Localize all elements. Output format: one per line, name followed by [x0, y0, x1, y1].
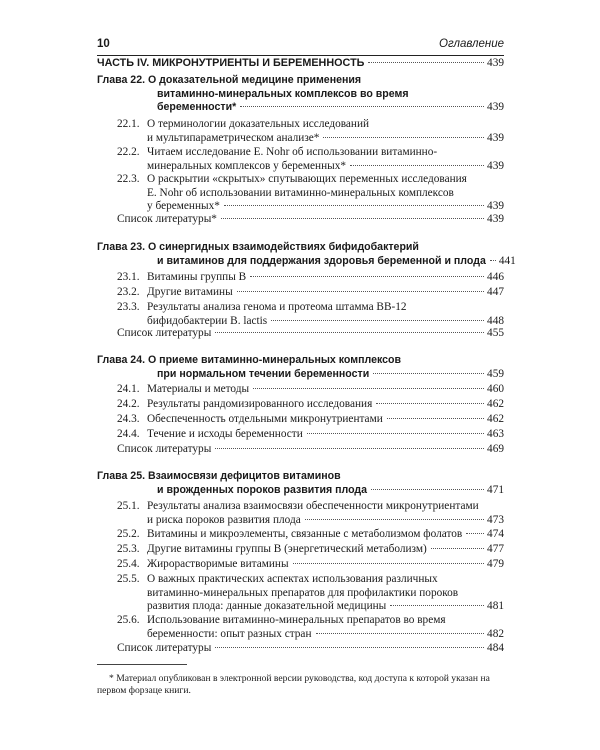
chapter-title-line: витаминно-минеральных комплексов во время — [157, 87, 409, 100]
section-number: 23.3. — [117, 301, 140, 313]
chapter-title-line: и врожденных пороков развития плода — [157, 483, 368, 496]
toc-section-25-6[interactable] — [117, 614, 504, 641]
section-title-line: и риска пороков развития плода — [147, 513, 301, 526]
section-number: 22.2. — [117, 146, 140, 158]
running-title: Оглавление — [439, 38, 504, 50]
section-title-line: Читаем исследование E. Nohr об использовании витаминно- — [147, 146, 438, 158]
toc-section-24-1[interactable] — [117, 383, 504, 397]
section-number: 23.1. — [117, 271, 140, 283]
section-title-line: E. Nohr об использовании витаминно-минеральных комплексов — [147, 186, 454, 199]
toc-section-23-1[interactable] — [117, 271, 504, 285]
page-ref: 462 — [487, 413, 504, 425]
page-ref: 446 — [487, 271, 504, 283]
section-title-line: О важных практических аспектах использования различных — [147, 573, 438, 585]
leader-dots — [293, 563, 484, 564]
toc-section-25-4[interactable] — [117, 558, 504, 572]
page-number: 10 — [97, 38, 110, 50]
header-rule — [97, 55, 504, 56]
page-ref: 463 — [487, 428, 504, 440]
leader-dots — [350, 165, 484, 166]
leader-dots — [224, 205, 484, 206]
part-title: ЧАСТЬ IV. МИКРОНУТРИЕНТЫ И БЕРЕМЕННОСТЬ — [97, 57, 365, 69]
chapter-number: Глава 22. — [97, 74, 146, 86]
section-title-line: Течение и исходы беременности — [147, 428, 303, 440]
page-ref: 459 — [487, 367, 504, 380]
page-ref: 481 — [487, 600, 504, 613]
page-ref: 482 — [487, 627, 504, 640]
page-ref: 439 — [487, 200, 504, 213]
section-number: 23.2. — [117, 286, 140, 298]
references-label: Список литературы — [117, 327, 212, 339]
chapter-title-line: О синергидных взаимодействиях бифидобактерий — [148, 241, 419, 253]
toc-chapter-25[interactable] — [97, 470, 504, 497]
chapter-title-line: Взаимосвязи дефицитов витаминов — [148, 470, 341, 482]
section-title-line: Результаты анализа взаимосвязи обеспеченности микронутриентами — [147, 500, 479, 512]
leader-dots — [316, 633, 485, 634]
toc-section-24-3[interactable] — [117, 413, 504, 427]
section-title-line: Результаты анализа генома и протеома штамма ВВ-12 — [147, 301, 407, 313]
toc-section-22-1[interactable] — [117, 118, 504, 145]
chapter-number: Глава 24. — [97, 354, 146, 366]
section-title-line: Результаты рандомизированного исследования — [147, 398, 373, 410]
toc-chapter-24[interactable] — [97, 354, 504, 381]
page-ref: 477 — [487, 543, 504, 555]
page-ref: 479 — [487, 558, 504, 570]
page-ref: 448 — [487, 314, 504, 327]
leader-dots — [371, 489, 484, 490]
section-title-line: Витамины и микроэлементы, связанные с метаболизмом фолатов — [147, 528, 463, 540]
leader-dots — [250, 276, 484, 277]
toc-chapter-22[interactable] — [97, 74, 504, 115]
toc-references-22[interactable] — [117, 213, 504, 227]
toc-section-25-5[interactable] — [117, 573, 504, 614]
section-title-line: минеральных комплексов у беременных* — [147, 159, 347, 172]
page-ref: 474 — [487, 528, 504, 540]
toc-section-24-4[interactable] — [117, 428, 504, 442]
section-title-line: витаминно-минеральных препаратов для профилактики пороков — [147, 586, 459, 599]
chapter-title-line: О приеме витаминно-минеральных комплексов — [148, 354, 402, 366]
leader-dots — [376, 403, 484, 404]
section-title-line: О раскрытии «скрытых» спутывающих переменных исследования — [147, 173, 467, 185]
page-ref: 484 — [487, 642, 504, 654]
chapter-title-line: беременности* — [157, 101, 237, 114]
section-title-line: развития плода: данные доказательной медицины — [147, 600, 387, 613]
toc-section-24-2[interactable] — [117, 398, 504, 412]
leader-dots — [307, 433, 484, 434]
section-number: 25.5. — [117, 573, 140, 585]
section-number: 25.6. — [117, 614, 140, 626]
toc-part-entry[interactable] — [97, 57, 504, 71]
section-title-line: Другие витамины — [147, 286, 233, 298]
page-ref: 439 — [487, 57, 504, 69]
section-number: 25.2. — [117, 528, 140, 540]
section-title-line: Обеспеченность отдельными микронутриентами — [147, 413, 383, 425]
leader-dots — [387, 418, 484, 419]
leader-dots — [221, 218, 484, 219]
toc-section-22-2[interactable] — [117, 146, 504, 173]
toc-section-25-1[interactable] — [117, 500, 504, 527]
toc-references-24[interactable] — [117, 443, 504, 457]
leader-dots — [431, 548, 484, 549]
leader-dots — [237, 291, 484, 292]
page-ref: 460 — [487, 383, 504, 395]
leader-dots — [490, 260, 496, 261]
section-title-line: О терминологии доказательных исследований — [147, 118, 370, 130]
toc-section-23-3[interactable] — [117, 301, 504, 328]
toc-references-23[interactable] — [117, 327, 504, 341]
section-title-line: Витамины группы В — [147, 271, 247, 283]
page-ref: 447 — [487, 286, 504, 298]
section-title-line: Жирорастворимые витамины — [147, 558, 289, 570]
leader-dots — [305, 519, 484, 520]
references-label: Список литературы — [117, 642, 212, 654]
leader-dots — [240, 106, 484, 107]
section-number: 25.4. — [117, 558, 140, 570]
section-number: 24.2. — [117, 398, 140, 410]
chapter-number: Глава 25. — [97, 470, 146, 482]
page-ref: 441 — [498, 254, 516, 267]
leader-dots — [215, 448, 484, 449]
chapter-title-line: О доказательной медицине применения — [148, 74, 362, 86]
section-title-line: у беременных* — [147, 200, 220, 213]
references-label: Список литературы* — [117, 213, 217, 225]
section-number: 24.3. — [117, 413, 140, 425]
page-ref: 439 — [487, 131, 504, 144]
chapter-title-line: при нормальном течении беременности — [157, 367, 370, 380]
footnote: * Материал опубликован в электронной версии руководства, код доступа к которой указан на первом форзаце книги. — [97, 673, 490, 696]
running-head — [97, 38, 504, 54]
toc-section-25-3[interactable] — [117, 543, 504, 557]
section-title-line: и мультипараметрическом анализе* — [147, 131, 320, 144]
page-ref: 471 — [487, 483, 504, 496]
page-ref: 469 — [487, 443, 504, 455]
leader-dots — [373, 373, 484, 374]
section-title-line: бифидобактерии B. lactis — [147, 314, 268, 327]
leader-dots — [466, 533, 484, 534]
chapter-number: Глава 23. — [97, 241, 146, 253]
page-ref: 473 — [487, 513, 504, 526]
page-ref: 439 — [487, 101, 504, 114]
toc-chapter-23[interactable] — [97, 241, 516, 268]
section-number: 24.1. — [117, 383, 140, 395]
section-number: 25.1. — [117, 500, 140, 512]
page-ref: 439 — [487, 159, 504, 172]
section-number: 25.3. — [117, 543, 140, 555]
toc-section-23-2[interactable] — [117, 286, 504, 300]
leader-dots — [390, 605, 484, 606]
section-number: 24.4. — [117, 428, 140, 440]
section-title-line: Материалы и методы — [147, 383, 250, 395]
page-ref: 462 — [487, 398, 504, 410]
page-ref: 439 — [487, 213, 504, 225]
section-title-line: Другие витамины группы В (энергетический метаболизм) — [147, 543, 427, 555]
toc-section-22-3[interactable] — [117, 173, 504, 214]
toc-section-25-2[interactable] — [117, 528, 504, 542]
footnote-rule — [97, 664, 187, 665]
section-number: 22.3. — [117, 173, 140, 185]
leader-dots — [253, 388, 484, 389]
references-label: Список литературы — [117, 443, 212, 455]
section-title-line: Использование витаминно-минеральных препаратов во время — [147, 614, 446, 626]
section-title-line: беременности: опыт разных стран — [147, 627, 312, 640]
leader-dots — [215, 332, 484, 333]
toc-references-25[interactable] — [117, 642, 504, 656]
section-number: 22.1. — [117, 118, 140, 130]
leader-dots — [271, 320, 484, 321]
leader-dots — [323, 137, 484, 138]
chapter-title-line: и витаминов для поддержания здоровья беременной и плода — [157, 254, 486, 267]
leader-dots — [368, 62, 484, 63]
leader-dots — [215, 647, 484, 648]
page-ref: 455 — [487, 327, 504, 339]
